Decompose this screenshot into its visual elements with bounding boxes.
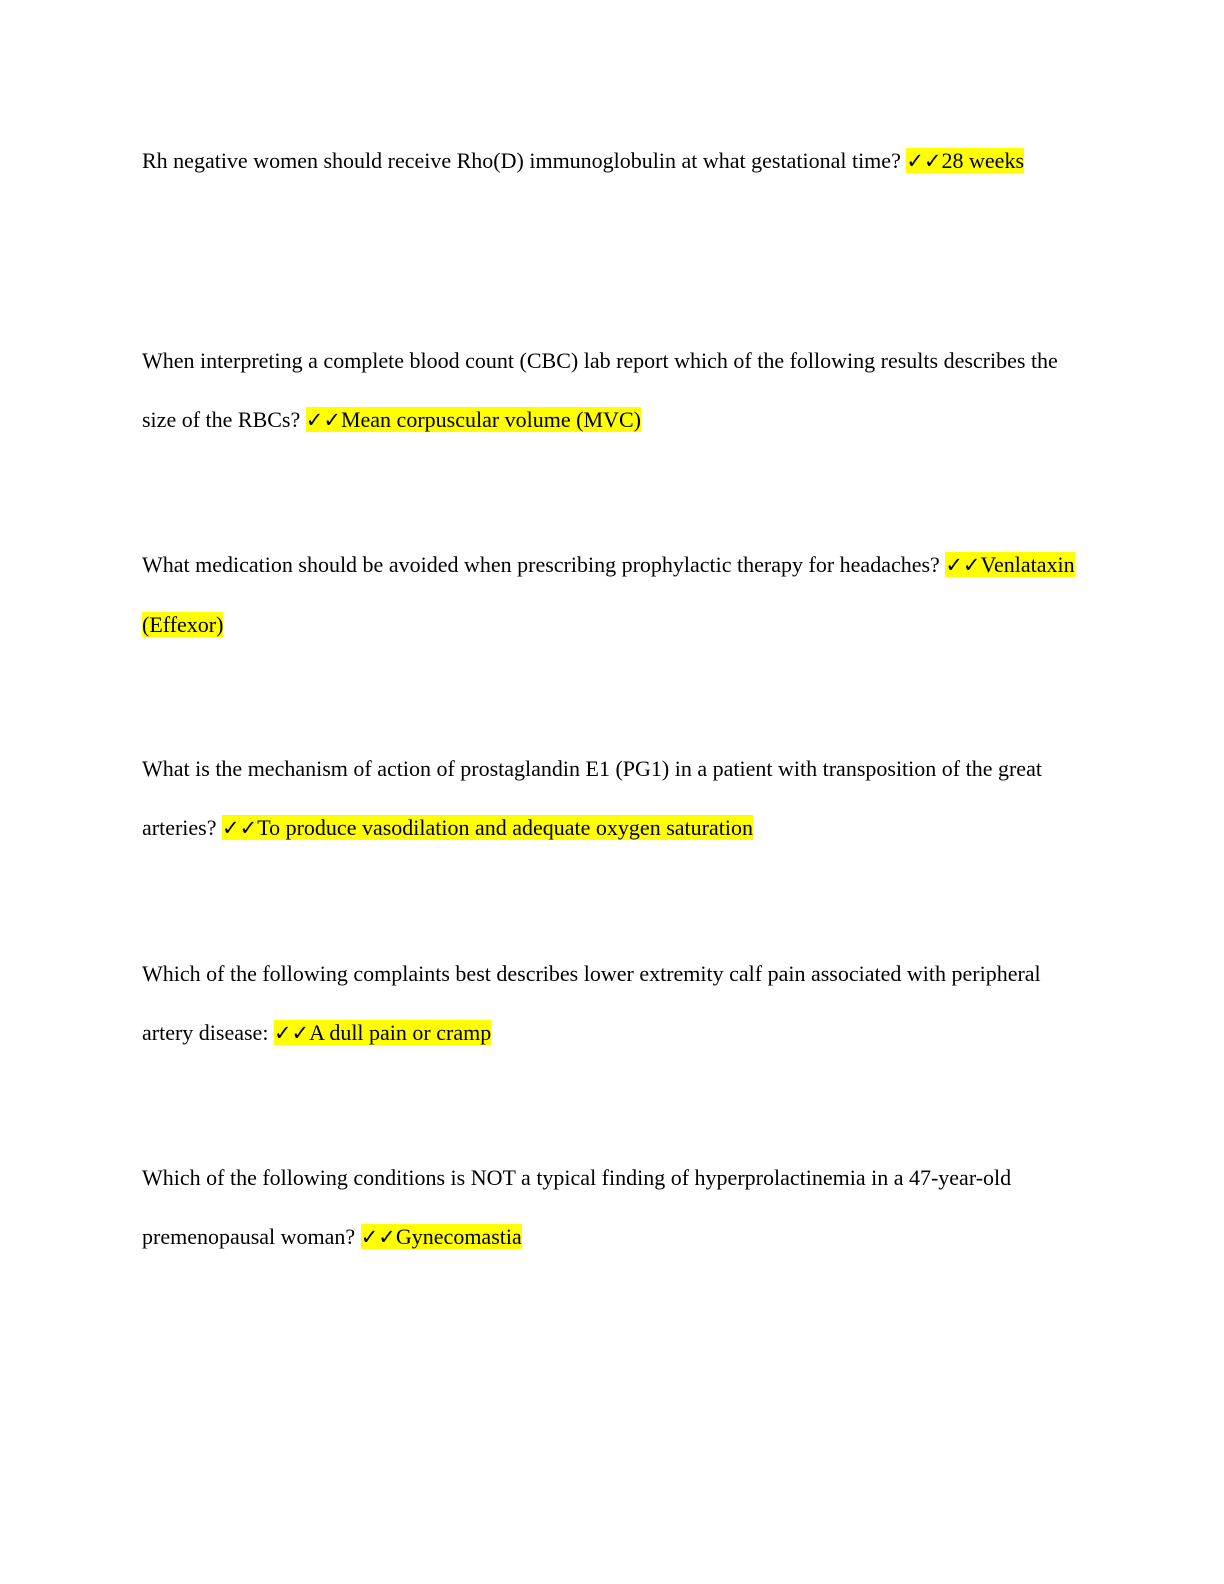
question-text: Which of the following complaints best describes lower extremity calf pain associated with peripheral artery disease: [142, 961, 1041, 1045]
question-text: What is the mechanism of action of prostaglandin E1 (PG1) in a patient with transposition of the great arteries? [142, 756, 1042, 840]
qa-item-4 [142, 739, 1077, 858]
qa-item-3 [142, 535, 1077, 654]
qa-item-2 [142, 331, 1077, 450]
answer-highlight [906, 148, 1024, 173]
double-check-icon: ✓✓ [273, 1021, 310, 1045]
answer-text: Mean corpuscular volume (MVC) [340, 407, 641, 432]
question-text: What medication should be avoided when prescribing prophylactic therapy for headaches? [142, 552, 940, 577]
double-check-icon: ✓✓ [222, 816, 258, 840]
qa-item-6 [142, 1148, 1077, 1267]
answer-text: To produce vasodilation and adequate oxygen saturation [257, 815, 753, 840]
double-check-icon: ✓✓ [906, 149, 942, 173]
qa-item-1 [142, 131, 1077, 191]
question-text: When interpreting a complete blood count (CBC) lab report which of the following results describes the size of the RBCs? [142, 348, 1058, 432]
question-text: Which of the following conditions is NOT a typical finding of hyperprolactinemia in a 47-year-old premenopausal woman? [142, 1165, 1012, 1249]
answer-highlight [306, 407, 641, 432]
answer-text: 28 weeks [941, 148, 1025, 173]
qa-item-5 [142, 944, 1077, 1063]
double-check-icon: ✓✓ [305, 408, 341, 432]
answer-text: Gynecomastia [395, 1224, 522, 1249]
answer-highlight [274, 1020, 491, 1045]
question-text: Rh negative women should receive Rho(D) immunoglobulin at what gestational time? [142, 148, 901, 173]
answer-text: Venlataxin (Effexor) [142, 552, 1075, 637]
answer-highlight [361, 1224, 522, 1249]
double-check-icon: ✓✓ [945, 553, 981, 577]
double-check-icon: ✓✓ [360, 1225, 396, 1249]
answer-text: A dull pain or cramp [309, 1020, 492, 1045]
answer-highlight [222, 815, 753, 840]
